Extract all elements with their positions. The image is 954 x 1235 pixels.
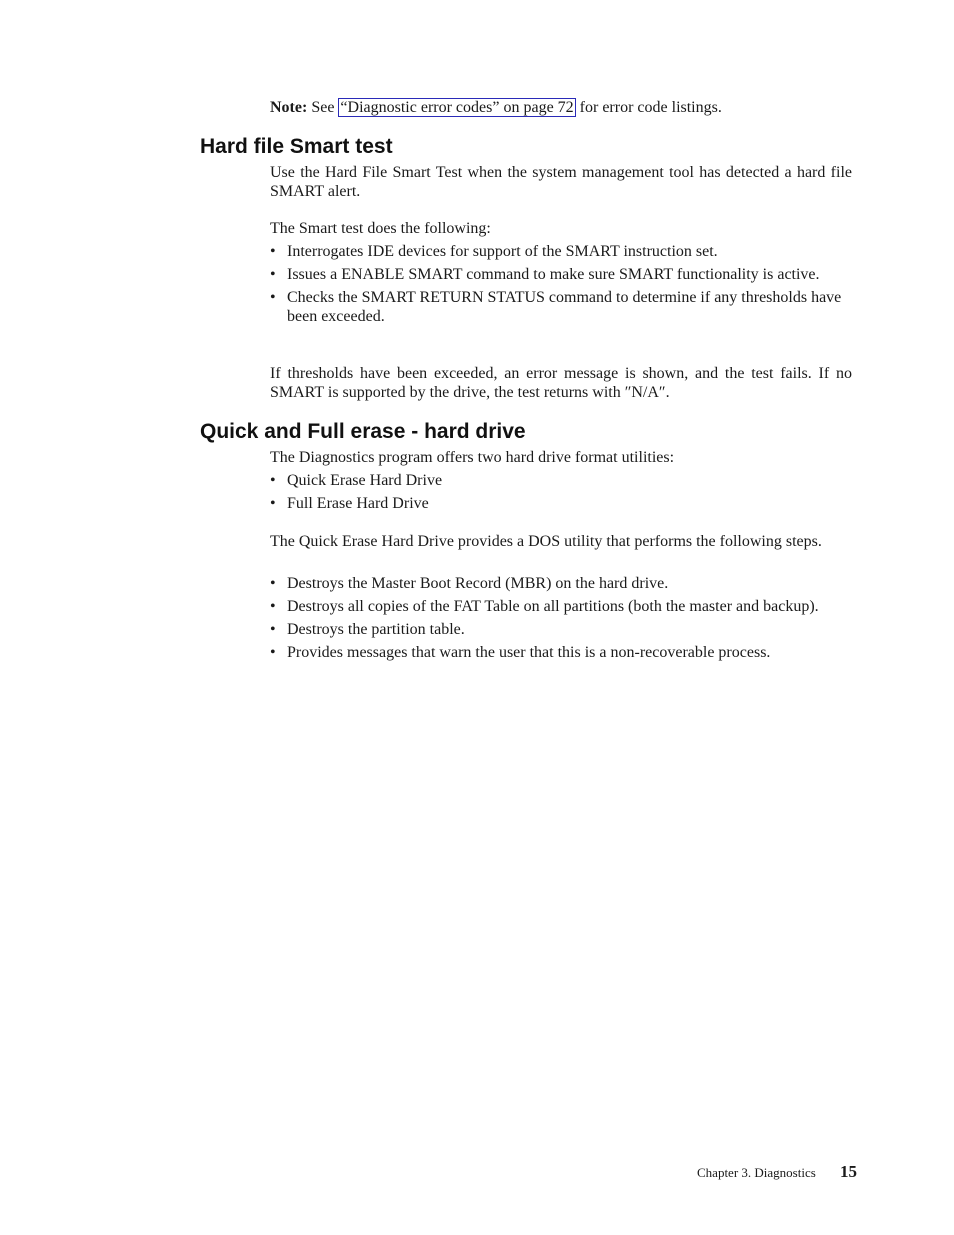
note-paragraph (270, 98, 852, 117)
page-number: 15 (840, 1162, 857, 1181)
bullet-icon: • (270, 289, 276, 306)
list-item (270, 288, 852, 326)
section-heading-quick-full-erase: Quick and Full erase - hard drive (200, 420, 526, 443)
bullet-icon: • (270, 575, 276, 592)
bullet-icon: • (270, 243, 276, 260)
list-item (270, 643, 852, 662)
list-item-text: Checks the SMART RETURN STATUS command to determine if any thresholds have been exceeded. (287, 289, 842, 325)
section2-intro: The Diagnostics program offers two hard drive format utilities: (270, 449, 675, 466)
bullet-icon: • (270, 495, 276, 512)
list-item (270, 265, 852, 284)
bullet-icon: • (270, 598, 276, 615)
footer-chapter-title: Chapter 3. Diagnostics (697, 1165, 816, 1180)
quick-erase-steps-list (270, 574, 852, 666)
list-item-text: Destroys the Master Boot Record (MBR) on the hard drive. (287, 575, 669, 592)
list-item-text: Issues a ENABLE SMART command to make sure SMART functionality is active. (287, 266, 820, 283)
section1-lead: The Smart test does the following: (270, 220, 491, 237)
list-item (270, 620, 852, 639)
list-item-text: Provides messages that warn the user that this is a non-recoverable process. (287, 644, 771, 661)
list-item (270, 494, 852, 513)
bullet-icon: • (270, 621, 276, 638)
bullet-icon: • (270, 644, 276, 661)
list-item (270, 242, 852, 261)
list-item (270, 597, 852, 616)
section1-intro: Use the Hard File Smart Test when the system management tool has detected a hard file SMART alert. (270, 164, 852, 200)
note-label: Note: (270, 99, 308, 116)
section-heading-hard-file-smart-test: Hard file Smart test (200, 135, 393, 158)
list-item-text: Destroys all copies of the FAT Table on all partitions (both the master and backup). (287, 598, 819, 615)
section2-steps-lead: The Quick Erase Hard Drive provides a DOS utility that performs the following steps. (270, 533, 822, 550)
note-text-before: See (311, 99, 339, 116)
list-item (270, 574, 852, 593)
format-utilities-list (270, 471, 852, 517)
bullet-icon: • (270, 266, 276, 283)
list-item-text: Interrogates IDE devices for support of the SMART instruction set. (287, 243, 718, 260)
list-item (270, 471, 852, 490)
list-item-text: Quick Erase Hard Drive (287, 472, 443, 489)
list-item-text: Full Erase Hard Drive (287, 495, 429, 512)
bullet-icon: • (270, 472, 276, 489)
smart-test-steps-list (270, 242, 852, 330)
section1-closing: If thresholds have been exceeded, an error message is shown, and the test fails. If no SMART is supported by the drive, the test returns with ″N/A″. (270, 365, 852, 401)
diagnostic-error-codes-link[interactable]: “Diagnostic error codes” on page 72 (340, 99, 574, 116)
list-item-text: Destroys the partition table. (287, 621, 465, 638)
note-text-after: for error code listings. (575, 99, 722, 116)
